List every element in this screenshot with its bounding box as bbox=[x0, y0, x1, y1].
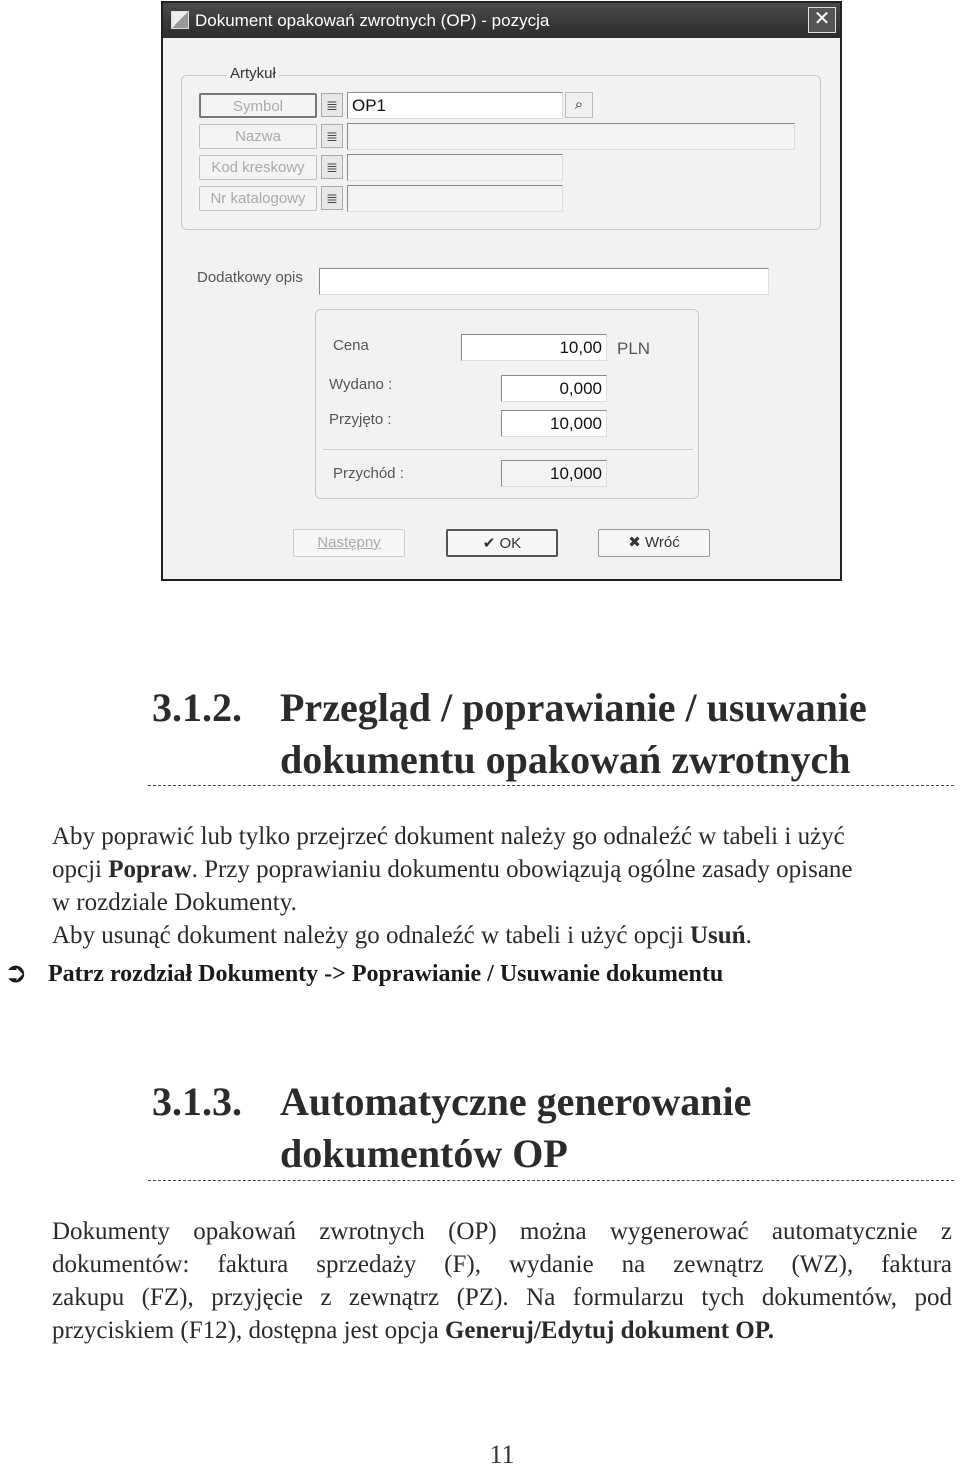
received-label: Przyjęto : bbox=[329, 411, 392, 428]
catalog-number-field[interactable] bbox=[347, 185, 563, 212]
popraw-option: Popraw bbox=[108, 856, 192, 883]
received-field[interactable]: 10,000 bbox=[501, 410, 607, 437]
binoculars-search-icon[interactable]: ⌕ bbox=[565, 92, 593, 118]
body-line2: dokumentów: faktura sprzedaży (F), wydanie na zewnątrz (WZ), faktura bbox=[52, 1251, 952, 1278]
section2-paragraph bbox=[52, 1215, 952, 1347]
barcode-list-button[interactable] bbox=[321, 155, 343, 179]
p1-line3: w rozdziale Dokumenty. bbox=[52, 889, 297, 916]
income-label: Przychód : bbox=[333, 465, 404, 482]
name-list-button[interactable] bbox=[321, 124, 343, 148]
symbol-button[interactable]: Symbol bbox=[199, 93, 317, 118]
symbol-list-button[interactable] bbox=[321, 93, 343, 117]
section-number: 3.1.3. bbox=[152, 1079, 242, 1124]
extra-description-field[interactable] bbox=[319, 268, 769, 295]
list-icon: ≣ bbox=[326, 190, 338, 206]
issued-label: Wydano : bbox=[329, 376, 393, 393]
body-line3: zakupu (FZ), przyjęcie z zewnątrz (PZ). Na formularzu tych dokumentów, pod bbox=[52, 1284, 952, 1311]
currency-label: PLN bbox=[617, 339, 651, 358]
article-group-label: Artykuł bbox=[227, 65, 279, 82]
section-title-line2: dokumentu opakowań zwrotnych bbox=[280, 737, 851, 782]
section-title-line1: Automatyczne generowanie bbox=[280, 1079, 752, 1124]
section-heading-312 bbox=[152, 682, 952, 792]
p2-line: Aby usunąć dokument należy go odnaleźć w tabeli i użyć opcji Usuń. bbox=[52, 922, 752, 949]
page-number: 11 bbox=[489, 1440, 515, 1469]
income-separator bbox=[323, 449, 693, 450]
list-icon: ≣ bbox=[326, 159, 338, 175]
section-number: 3.1.2. bbox=[152, 685, 242, 730]
close-button[interactable]: ✕ bbox=[808, 7, 836, 33]
name-button[interactable]: Nazwa bbox=[199, 124, 317, 149]
heading-divider bbox=[148, 1180, 954, 1181]
ok-button[interactable]: ✔ OK bbox=[446, 529, 558, 557]
back-button[interactable]: ✖ Wróć bbox=[598, 529, 710, 557]
symbol-field[interactable]: OP1 bbox=[347, 92, 563, 119]
list-icon: ≣ bbox=[326, 97, 338, 113]
body-line4: przyciskiem (F12), dostępna jest opcja Generuj/Edytuj dokument OP. bbox=[52, 1317, 774, 1344]
issued-field[interactable]: 0,000 bbox=[501, 375, 607, 402]
price-field[interactable]: 10,00 bbox=[461, 334, 607, 361]
section-title-line1: Przegląd / poprawianie / usuwanie bbox=[280, 685, 867, 730]
section-title-line2: dokumentów OP bbox=[280, 1131, 568, 1176]
price-label: Cena bbox=[333, 337, 369, 354]
p1-line2: opcji Popraw. Przy poprawianiu dokumentu obowiązują ogólne zasady opisane bbox=[52, 856, 853, 883]
dialog-title: Dokument opakowań zwrotnych (OP) - pozycja bbox=[195, 11, 550, 30]
p1-line1: Aby poprawić lub tylko przejrzeć dokument należy go odnaleźć w tabeli i użyć bbox=[52, 823, 845, 850]
arrow-right-icon: ➲ bbox=[4, 958, 28, 989]
heading-divider bbox=[148, 785, 954, 786]
income-field: 10,000 bbox=[501, 460, 607, 487]
dialog-titlebar bbox=[163, 3, 840, 38]
name-field[interactable] bbox=[347, 123, 795, 150]
usun-option: Usuń bbox=[690, 922, 746, 949]
generuj-option: Generuj/Edytuj dokument OP. bbox=[444, 1317, 774, 1344]
section1-paragraph bbox=[52, 820, 952, 952]
barcode-button[interactable]: Kod kreskowy bbox=[199, 155, 317, 180]
see-reference-text: Patrz rozdział Dokumenty -> Poprawianie / Usuwanie dokumentu bbox=[48, 961, 724, 987]
catalog-list-button[interactable] bbox=[321, 186, 343, 210]
section-heading-313 bbox=[152, 1076, 952, 1186]
body-line1: Dokumenty opakowań zwrotnych (OP) można wygenerować automatycznie z bbox=[52, 1218, 952, 1245]
window-icon bbox=[171, 11, 189, 29]
op-position-dialog bbox=[161, 1, 842, 581]
extra-description-label: Dodatkowy opis bbox=[197, 269, 303, 286]
list-icon: ≣ bbox=[326, 128, 338, 144]
next-button[interactable]: Następny bbox=[293, 529, 405, 557]
catalog-number-button[interactable]: Nr katalogowy bbox=[199, 186, 317, 211]
barcode-field[interactable] bbox=[347, 154, 563, 181]
